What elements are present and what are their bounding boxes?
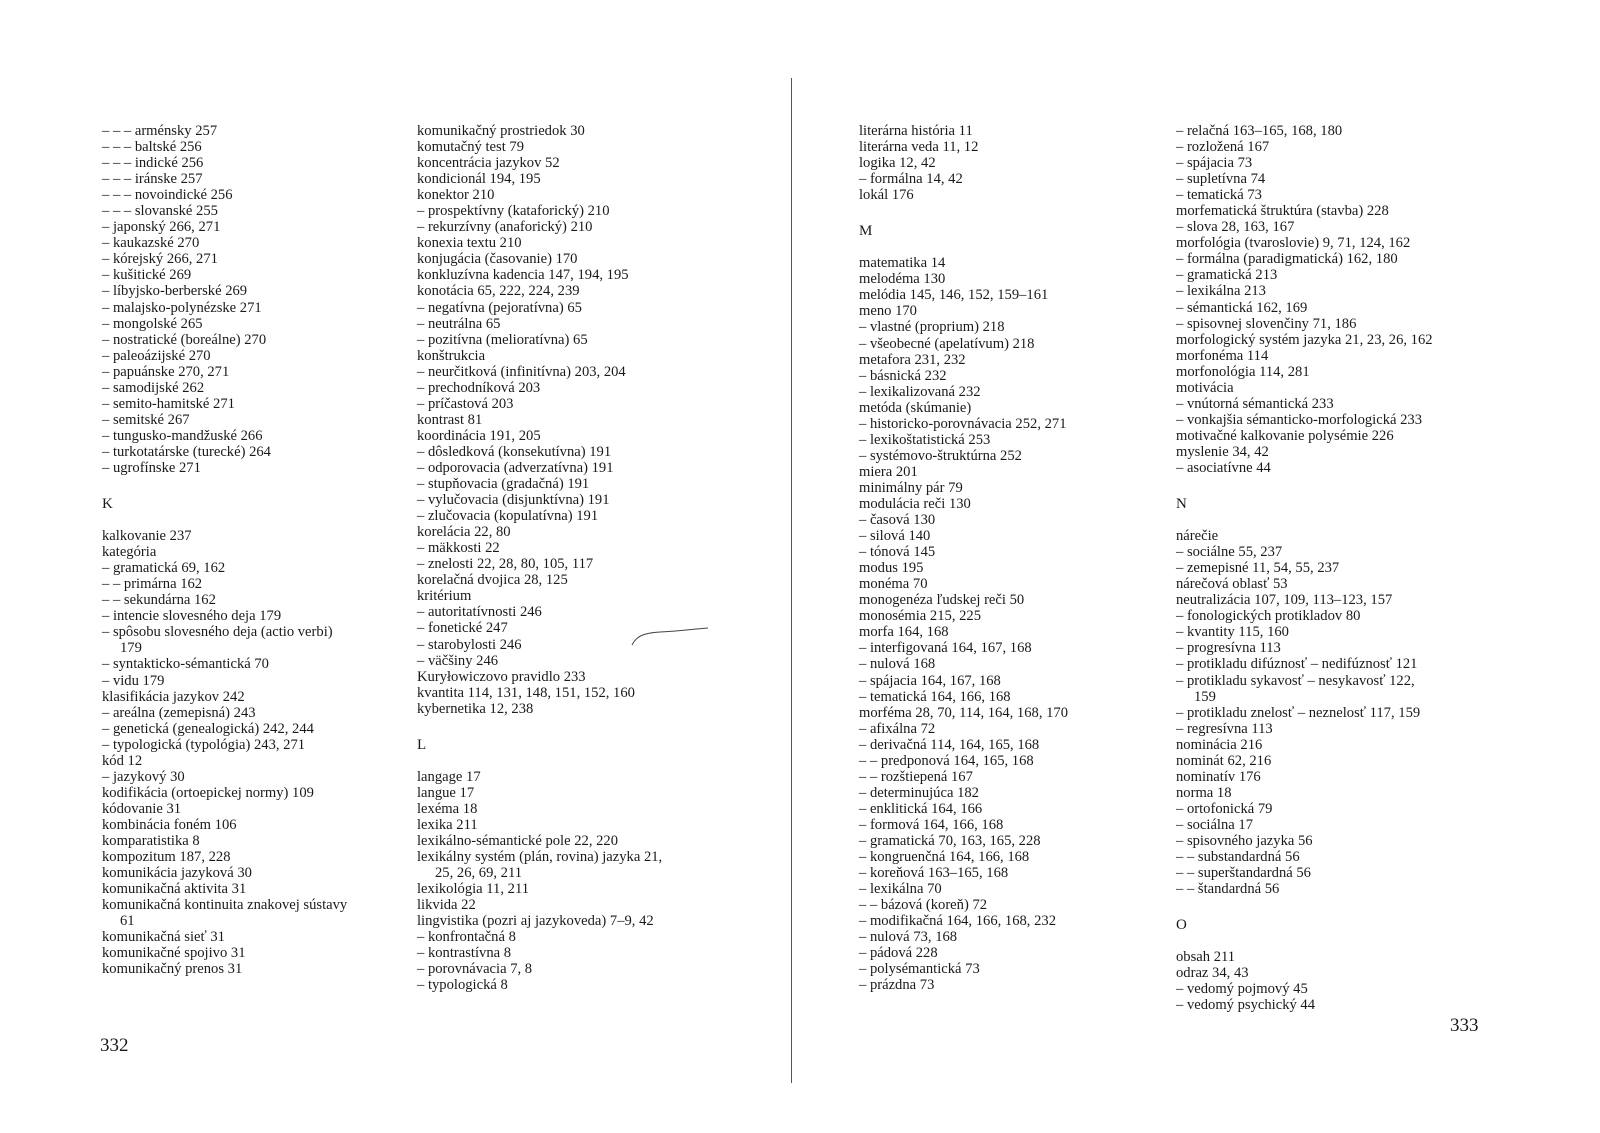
index-entry: – starobylosti 246 [417, 636, 522, 653]
index-entry: – historicko-porovnávacia 252, 271 [859, 415, 1067, 432]
index-entry: – supletívna 74 [1176, 171, 1266, 188]
index-entry: – spisovnej slovenčiny 71, 186 [1176, 315, 1357, 332]
index-entry: obsah 211 [1176, 949, 1236, 966]
index-entry: nominácia 216 [1176, 736, 1263, 753]
index-entry: – prechodníková 203 [417, 379, 541, 396]
index-entry: – koreňová 163–165, 168 [859, 865, 1009, 882]
index-entry: – formová 164, 166, 168 [859, 816, 1004, 833]
index-entry: – enklitická 164, 166 [859, 800, 983, 817]
section-letter: O [1176, 917, 1187, 934]
index-entry: – tónová 145 [859, 544, 936, 561]
index-entry: – mongolské 265 [102, 315, 203, 332]
index-entry: metafora 231, 232 [859, 351, 966, 368]
index-entry: odraz 34, 43 [1176, 965, 1249, 982]
index-entry: melódia 145, 146, 152, 159–161 [859, 287, 1049, 304]
index-entry: komunikačný prostriedok 30 [417, 123, 585, 139]
index-entry: miera 201 [859, 463, 918, 480]
index-entry: nominát 62, 216 [1176, 752, 1272, 769]
index-entry: matematika 14 [859, 255, 946, 272]
index-entry: – prospektívny (kataforický) 210 [417, 203, 610, 220]
index-entry: – protikladu sykavosť – nesykavosť 122, [1176, 672, 1415, 689]
index-entry: komunikačné spojivo 31 [102, 945, 246, 962]
index-entry: – sociálna 17 [1176, 816, 1254, 833]
index-entry: – vidu 179 [102, 672, 165, 689]
section-letter: N [1176, 496, 1187, 513]
index-entry: – negatívna (pejoratívna) 65 [417, 299, 582, 316]
index-entry: konexia textu 210 [417, 235, 522, 252]
index-entry: monosémia 215, 225 [859, 608, 982, 625]
index-entry: – modifikačná 164, 166, 168, 232 [859, 913, 1056, 930]
index-entry: – typologická 8 [417, 977, 508, 994]
index-entry: – regresívna 113 [1176, 720, 1273, 737]
index-entry: – vedomý psychický 44 [1176, 997, 1316, 1014]
index-entry: korelácia 22, 80 [417, 524, 511, 541]
index-entry: – nostratické (boreálne) 270 [102, 331, 267, 348]
index-entry: koncentrácia jazykov 52 [417, 155, 560, 172]
index-entry: minimálny pár 79 [859, 479, 963, 496]
index-entry: koordinácia 191, 205 [417, 427, 541, 444]
index-entry: nominatív 176 [1176, 768, 1261, 785]
index-entry: – väčšiny 246 [417, 652, 499, 669]
index-entry: – – predponová 164, 165, 168 [859, 752, 1034, 769]
index-entry: langage 17 [417, 768, 481, 785]
index-entry: likvida 22 [417, 897, 476, 914]
index-entry: – tematická 73 [1176, 187, 1262, 204]
index-entry: – – bázová (koreň) 72 [859, 897, 988, 914]
index-entry: – nulová 168 [859, 656, 936, 673]
index-entry: – protikladu difúznosť – nedifúznosť 121 [1176, 656, 1418, 673]
index-entry: kalkovanie 237 [102, 528, 192, 545]
index-entry: morfematická štruktúra (stavba) 228 [1176, 203, 1389, 220]
index-entry: – – – baltské 256 [102, 139, 202, 156]
index-entry: – znelosti 22, 28, 80, 105, 117 [417, 556, 594, 573]
index-entry: komunikačný prenos 31 [102, 961, 243, 978]
index-entry: nárečová oblasť 53 [1176, 576, 1288, 593]
index-entry: langue 17 [417, 784, 475, 801]
index-entry: – protikladu znelosť – neznelosť 117, 159 [1176, 704, 1421, 721]
index-entry: komutačný test 79 [417, 139, 525, 156]
index-entry: melodéma 130 [859, 271, 946, 288]
index-entry: kód 12 [102, 752, 143, 769]
index-entry: – – – slovanské 255 [102, 203, 218, 220]
index-entry: – mäkkosti 22 [417, 540, 500, 557]
index-entry: – – – indické 256 [102, 155, 204, 172]
index-entry: – básnická 232 [859, 367, 947, 384]
index-entry: morfonéma 114 [1176, 347, 1269, 364]
index-entry: – spájacia 164, 167, 168 [859, 672, 1001, 689]
index-entry: monogenéza ľudskej reči 50 [859, 592, 1025, 609]
index-entry: – papuánske 270, 271 [102, 363, 230, 380]
index-entry: – fonetické 247 [417, 620, 508, 637]
index-entry: – samodijské 262 [102, 379, 205, 396]
index-entry: – vnútorná sémantická 233 [1176, 395, 1334, 412]
index-entry: – – – arménsky 257 [102, 123, 218, 139]
index-entry: – sémantická 162, 169 [1176, 299, 1308, 316]
section-letter: M [859, 223, 873, 240]
index-entry: kompozitum 187, 228 [102, 849, 231, 866]
index-entry: – časová 130 [859, 512, 936, 529]
index-entry: kodifikácia (ortoepickej normy) 109 [102, 784, 314, 801]
index-entry: – kontrastívna 8 [417, 945, 512, 962]
index-entry: konotácia 65, 222, 224, 239 [417, 283, 580, 300]
index-entry: – lexikálna 213 [1176, 283, 1266, 300]
index-entry: – rozložená 167 [1176, 139, 1270, 156]
index-entry: – vylučovacia (disjunktívna) 191 [417, 492, 610, 509]
index-entry: – zlučovacia (kopulatívna) 191 [417, 508, 599, 525]
index-entry: – kongruenčná 164, 166, 168 [859, 849, 1030, 866]
index-entry: komunikačná aktivita 31 [102, 881, 247, 898]
index-entry: – semitské 267 [102, 411, 190, 428]
index-entry: – interfigovaná 164, 167, 168 [859, 640, 1032, 657]
index-entry: – lexikoštatistická 253 [859, 431, 991, 448]
index-entry: – nulová 73, 168 [859, 929, 958, 946]
index-entry: lexika 211 [417, 816, 478, 833]
page-number-left: 332 [100, 1035, 129, 1056]
index-entry: – neurčitková (infinitívna) 203, 204 [417, 363, 626, 380]
index-entry: lexikológia 11, 211 [417, 881, 530, 898]
index-entry: – jazykový 30 [102, 768, 185, 785]
index-entry: – formálna 14, 42 [859, 171, 963, 188]
index-entry: – intencie slovesného deja 179 [102, 608, 282, 625]
index-entry: monéma 70 [859, 576, 928, 593]
index-entry: – polysémantická 73 [859, 961, 980, 978]
index-entry: – gramatická 213 [1176, 267, 1278, 284]
index-entry: – slova 28, 163, 167 [1176, 219, 1295, 236]
index-entry: – fonologických protikladov 80 [1176, 608, 1361, 625]
index-entry: – autoritatívnosti 246 [417, 604, 542, 621]
index-entry: nárečie [1176, 528, 1219, 545]
index-entry: – malajsko-polynézske 271 [102, 299, 262, 316]
index-entry: – kaukazské 270 [102, 235, 200, 252]
index-entry: konkluzívna kadencia 147, 194, 195 [417, 267, 629, 284]
index-entry: lexikálno-sémantické pole 22, 220 [417, 832, 619, 849]
index-entry: – afixálna 72 [859, 720, 936, 737]
index-entry: – pádová 228 [859, 945, 938, 962]
index-entry: morfológia (tvaroslovie) 9, 71, 124, 162 [1176, 235, 1411, 252]
book-gutter [791, 78, 792, 1083]
index-entry: komparatistika 8 [102, 832, 200, 849]
index-entry: konštrukcia [417, 347, 486, 364]
index-entry: – dôsledková (konsekutívna) 191 [417, 443, 612, 460]
index-entry: myslenie 34, 42 [1176, 443, 1269, 460]
index-entry: – tematická 164, 166, 168 [859, 688, 1011, 705]
index-entry: – vedomý pojmový 45 [1176, 981, 1308, 998]
index-column-2 [417, 123, 717, 993]
index-entry: – systémovo-štruktúrna 252 [859, 447, 1022, 464]
index-entry: motivačné kalkovanie polysémie 226 [1176, 427, 1394, 444]
index-entry: Kuryłowiczovo pravidlo 233 [417, 668, 586, 685]
index-entry: – vlastné (proprium) 218 [859, 319, 1005, 336]
index-entry: – paleoázijské 270 [102, 347, 211, 364]
index-entry: – kušitické 269 [102, 267, 192, 284]
index-entry: komunikačná kontinuita znakovej sústavy [102, 897, 348, 914]
index-entry: komunikačná sieť 31 [102, 929, 225, 946]
index-entry: – prázdna 73 [859, 977, 935, 994]
index-entry: neutralizácia 107, 109, 113–123, 157 [1176, 592, 1393, 609]
index-entry: – relačná 163–165, 168, 180 [1176, 123, 1343, 139]
index-entry: – kvantity 115, 160 [1176, 624, 1289, 641]
index-entry: – genetická (genealogická) 242, 244 [102, 720, 314, 737]
index-entry: – gramatická 70, 163, 165, 228 [859, 832, 1041, 849]
index-entry: lokál 176 [859, 187, 914, 204]
index-entry: komunikácia jazyková 30 [102, 865, 252, 882]
index-entry: – semito-hamitské 271 [102, 395, 235, 412]
index-entry: konektor 210 [417, 187, 495, 204]
index-entry: – – štandardná 56 [1176, 881, 1280, 898]
index-entry: morféma 28, 70, 114, 164, 168, 170 [859, 704, 1069, 721]
index-entry: – spisovného jazyka 56 [1176, 832, 1313, 849]
index-entry: – – – iránske 257 [102, 171, 203, 188]
index-entry: – vonkajšia sémanticko-morfologická 233 [1176, 411, 1423, 428]
index-entry: – pozitívna (melioratívna) 65 [417, 331, 588, 348]
index-entry: 179 [120, 640, 142, 657]
index-entry: – kórejský 266, 271 [102, 251, 218, 268]
index-entry: 25, 26, 69, 211 [435, 865, 523, 882]
index-entry: – ortofonická 79 [1176, 800, 1273, 817]
index-entry: 61 [120, 913, 135, 930]
index-entry: kybernetika 12, 238 [417, 700, 534, 717]
index-entry: morfonológia 114, 281 [1176, 363, 1310, 380]
index-entry: – determinujúca 182 [859, 784, 979, 801]
index-entry: konjugácia (časovanie) 170 [417, 251, 578, 268]
index-entry: – spôsobu slovesného deja (actio verbi) [102, 624, 333, 641]
index-entry: – asociatívne 44 [1176, 459, 1271, 476]
index-entry: – spájacia 73 [1176, 155, 1253, 172]
index-entry: modulácia reči 130 [859, 495, 971, 512]
index-column-4 [1176, 123, 1496, 1013]
index-entry: – – rozštiepená 167 [859, 768, 973, 785]
index-entry: – všeobecné (apelatívum) 218 [859, 335, 1035, 352]
index-entry: meno 170 [859, 303, 917, 320]
index-entry: – derivačná 114, 164, 165, 168 [859, 736, 1040, 753]
index-entry: kondicionál 194, 195 [417, 171, 541, 188]
index-entry: – – – novoindické 256 [102, 187, 233, 204]
index-entry: lexikálny systém (plán, rovina) jazyka 21, [417, 849, 663, 866]
index-entry: morfologický systém jazyka 21, 23, 26, 162 [1176, 331, 1433, 348]
index-entry: – líbyjsko-berberské 269 [102, 283, 248, 300]
index-entry: kvantita 114, 131, 148, 151, 152, 160 [417, 684, 635, 701]
section-letter: L [417, 736, 427, 753]
index-column-3 [859, 123, 1159, 993]
index-entry: – gramatická 69, 162 [102, 560, 226, 577]
index-entry: klasifikácia jazykov 242 [102, 688, 245, 705]
page-number-right: 333 [1450, 1015, 1479, 1036]
index-entry: – lexikalizovaná 232 [859, 383, 981, 400]
index-entry: – formálna (paradigmatická) 162, 180 [1176, 251, 1398, 268]
index-entry: – lexikálna 70 [859, 881, 942, 898]
index-entry: kódovanie 31 [102, 800, 182, 817]
index-entry: korelačná dvojica 28, 125 [417, 572, 568, 589]
index-entry: – sociálne 55, 237 [1176, 544, 1283, 561]
index-entry: – – superštandardná 56 [1176, 865, 1311, 882]
index-entry: – konfrontačná 8 [417, 929, 516, 946]
index-entry: – typologická (typológia) 243, 271 [102, 736, 306, 753]
index-entry: – tungusko-mandžuské 266 [102, 427, 263, 444]
index-entry: – rekurzívny (anaforický) 210 [417, 219, 593, 236]
index-entry: – ugrofínske 271 [102, 459, 201, 476]
index-entry: – turkotatárske (turecké) 264 [102, 443, 271, 460]
index-entry: – odporovacia (adverzatívna) 191 [417, 459, 614, 476]
index-entry: motivácia [1176, 379, 1234, 396]
index-entry: – príčastová 203 [417, 395, 514, 412]
index-entry: metóda (skúmanie) [859, 399, 972, 416]
index-entry: – japonský 266, 271 [102, 219, 221, 236]
index-entry: – porovnávacia 7, 8 [417, 961, 533, 978]
index-entry: 159 [1194, 688, 1216, 705]
index-entry: – – primárna 162 [102, 576, 203, 593]
index-entry: kritérium [417, 588, 472, 605]
index-entry: logika 12, 42 [859, 155, 936, 172]
index-entry: – zemepisné 11, 54, 55, 237 [1176, 560, 1340, 577]
index-entry: modus 195 [859, 560, 924, 577]
index-entry: kombinácia foném 106 [102, 816, 237, 833]
index-entry: literárna história 11 [859, 123, 973, 139]
index-column-1 [102, 123, 402, 977]
index-entry: kontrast 81 [417, 411, 483, 428]
index-entry: lingvistika (pozri aj jazykoveda) 7–9, 42 [417, 913, 654, 930]
index-entry: – silová 140 [859, 528, 931, 545]
index-entry: – syntakticko-sémantická 70 [102, 656, 269, 673]
index-entry: – stupňovacia (gradačná) 191 [417, 476, 590, 493]
index-entry: morfa 164, 168 [859, 624, 949, 641]
index-entry: – – sekundárna 162 [102, 592, 216, 609]
index-entry: lexéma 18 [417, 800, 478, 817]
index-entry: – – substandardná 56 [1176, 849, 1300, 866]
index-entry: – neutrálna 65 [417, 315, 501, 332]
index-entry: norma 18 [1176, 784, 1232, 801]
index-entry: – areálna (zemepisná) 243 [102, 704, 256, 721]
index-entry: kategória [102, 544, 157, 561]
index-entry: literárna veda 11, 12 [859, 139, 979, 156]
section-letter: K [102, 496, 113, 513]
index-entry: – progresívna 113 [1176, 640, 1281, 657]
